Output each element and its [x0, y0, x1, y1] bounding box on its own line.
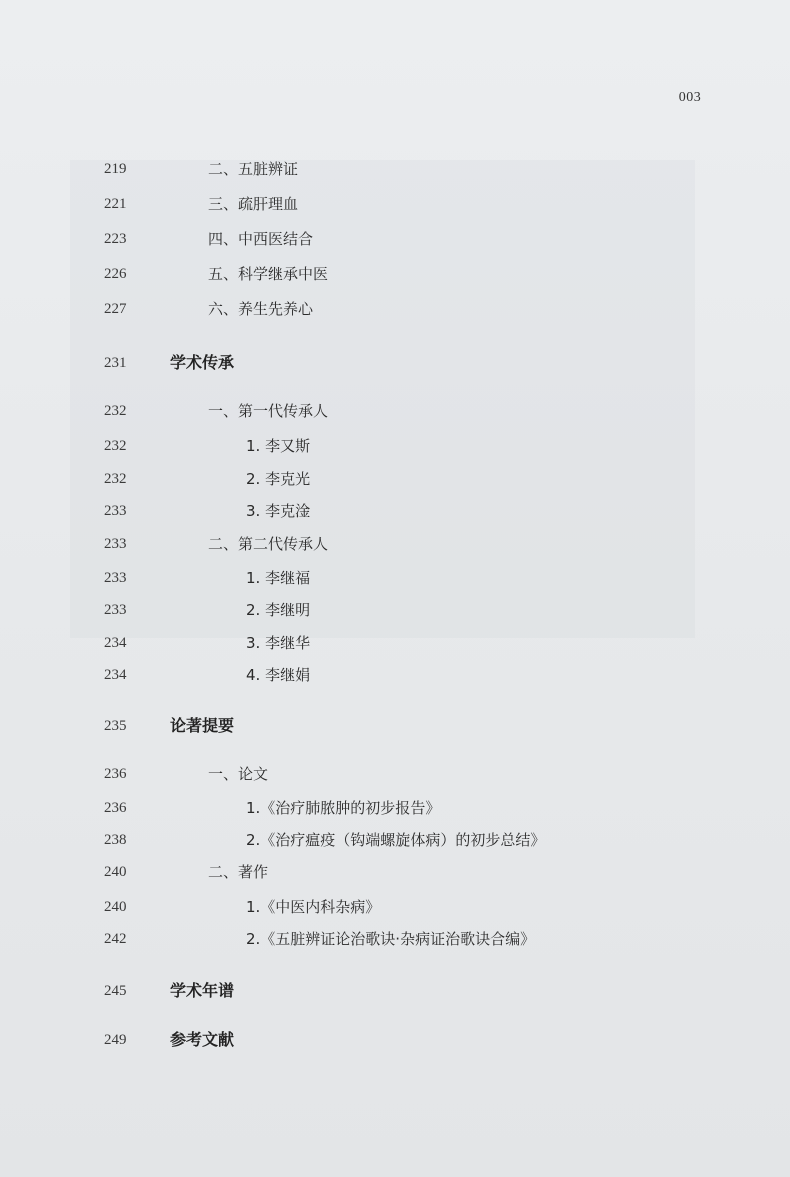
toc-page-number: 240: [104, 864, 127, 880]
toc-chapter-title: 论著提要: [170, 716, 235, 735]
toc-entry-row: [0, 597, 790, 623]
toc-page-number: 232: [104, 403, 127, 419]
toc-entry-row: [0, 531, 790, 557]
toc-chapter-row: [0, 713, 790, 739]
toc-chapter-title: 学术年谱: [170, 981, 235, 1000]
toc-page-number: 245: [104, 983, 127, 999]
toc-entry-row: [0, 226, 790, 252]
toc-entry-title: 1. 李继福: [246, 569, 311, 587]
toc-entry-title: 三、疏肝理血: [208, 195, 299, 213]
toc-entry-row: [0, 859, 790, 885]
toc-page-number: 233: [104, 602, 127, 618]
toc-entry-title: 四、中西医结合: [208, 230, 314, 248]
toc-entry-title: 一、论文: [208, 765, 269, 783]
toc-entry-title: 3. 李继华: [246, 634, 311, 652]
toc-entry-row: [0, 630, 790, 656]
toc-entry-title: 二、著作: [208, 863, 269, 881]
toc-page-number: 242: [104, 931, 127, 947]
toc-entry-title: 2. 李继明: [246, 601, 311, 619]
toc-entry-row: [0, 926, 790, 952]
toc-entry-title: 3. 李克淦: [246, 502, 311, 520]
toc-page-number: 231: [104, 355, 127, 371]
toc-entry-title: 1.《治疗肺脓肿的初步报告》: [246, 799, 441, 817]
toc-page-number: 238: [104, 832, 127, 848]
toc-entry-row: [0, 827, 790, 853]
toc-entry-row: [0, 191, 790, 217]
toc-entry-row: [0, 398, 790, 424]
toc-page-number: 223: [104, 231, 127, 247]
page-number: 003: [678, 90, 702, 105]
toc-entry-row: [0, 466, 790, 492]
toc-page-number: 232: [104, 438, 127, 454]
toc-chapter-row: [0, 350, 790, 376]
toc-entry-row: [0, 261, 790, 287]
toc-chapter-row: [0, 1027, 790, 1053]
toc-page-number: 227: [104, 301, 127, 317]
toc-entry-title: 二、第二代传承人: [208, 535, 329, 553]
toc-entry-row: [0, 565, 790, 591]
toc-entry-title: 二、五脏辨证: [208, 160, 299, 178]
toc-entry-title: 五、科学继承中医: [208, 265, 329, 283]
toc-chapter-title: 学术传承: [170, 353, 235, 372]
toc-entry-title: 2.《治疗瘟疫（钩端螺旋体病）的初步总结》: [246, 831, 546, 849]
toc-chapter-row: [0, 978, 790, 1004]
toc-entry-title: 2.《五脏辨证论治歌诀·杂病证治歌诀合编》: [246, 930, 536, 948]
toc-entry-row: [0, 498, 790, 524]
toc-page-number: 233: [104, 536, 127, 552]
toc-page-number: 249: [104, 1032, 127, 1048]
toc-entry-row: [0, 795, 790, 821]
toc-page-number: 219: [104, 161, 127, 177]
toc-entry-row: [0, 761, 790, 787]
toc-entry-title: 1.《中医内科杂病》: [246, 898, 381, 916]
toc-entry-row: [0, 156, 790, 182]
toc-entry-row: [0, 296, 790, 322]
toc-page-number: 235: [104, 718, 127, 734]
toc-entry-title: 4. 李继娟: [246, 666, 311, 684]
toc-entry-row: [0, 433, 790, 459]
toc-entry-title: 六、养生先养心: [208, 300, 314, 318]
toc-chapter-title: 参考文献: [170, 1030, 235, 1049]
toc-page-number: 232: [104, 471, 127, 487]
toc-page-number: 240: [104, 899, 127, 915]
toc-page-number: 236: [104, 766, 127, 782]
toc-entry-row: [0, 894, 790, 920]
toc-page-number: 221: [104, 196, 127, 212]
toc-entry-row: [0, 662, 790, 688]
toc-entry-title: 2. 李克光: [246, 470, 311, 488]
toc-page-number: 236: [104, 800, 127, 816]
toc-page-number: 234: [104, 635, 127, 651]
toc-page-number: 233: [104, 503, 127, 519]
toc-page-number: 233: [104, 570, 127, 586]
toc-entry-title: 1. 李又斯: [246, 437, 311, 455]
toc-entry-title: 一、第一代传承人: [208, 402, 329, 420]
toc-page-number: 226: [104, 266, 127, 282]
toc-page-number: 234: [104, 667, 127, 683]
